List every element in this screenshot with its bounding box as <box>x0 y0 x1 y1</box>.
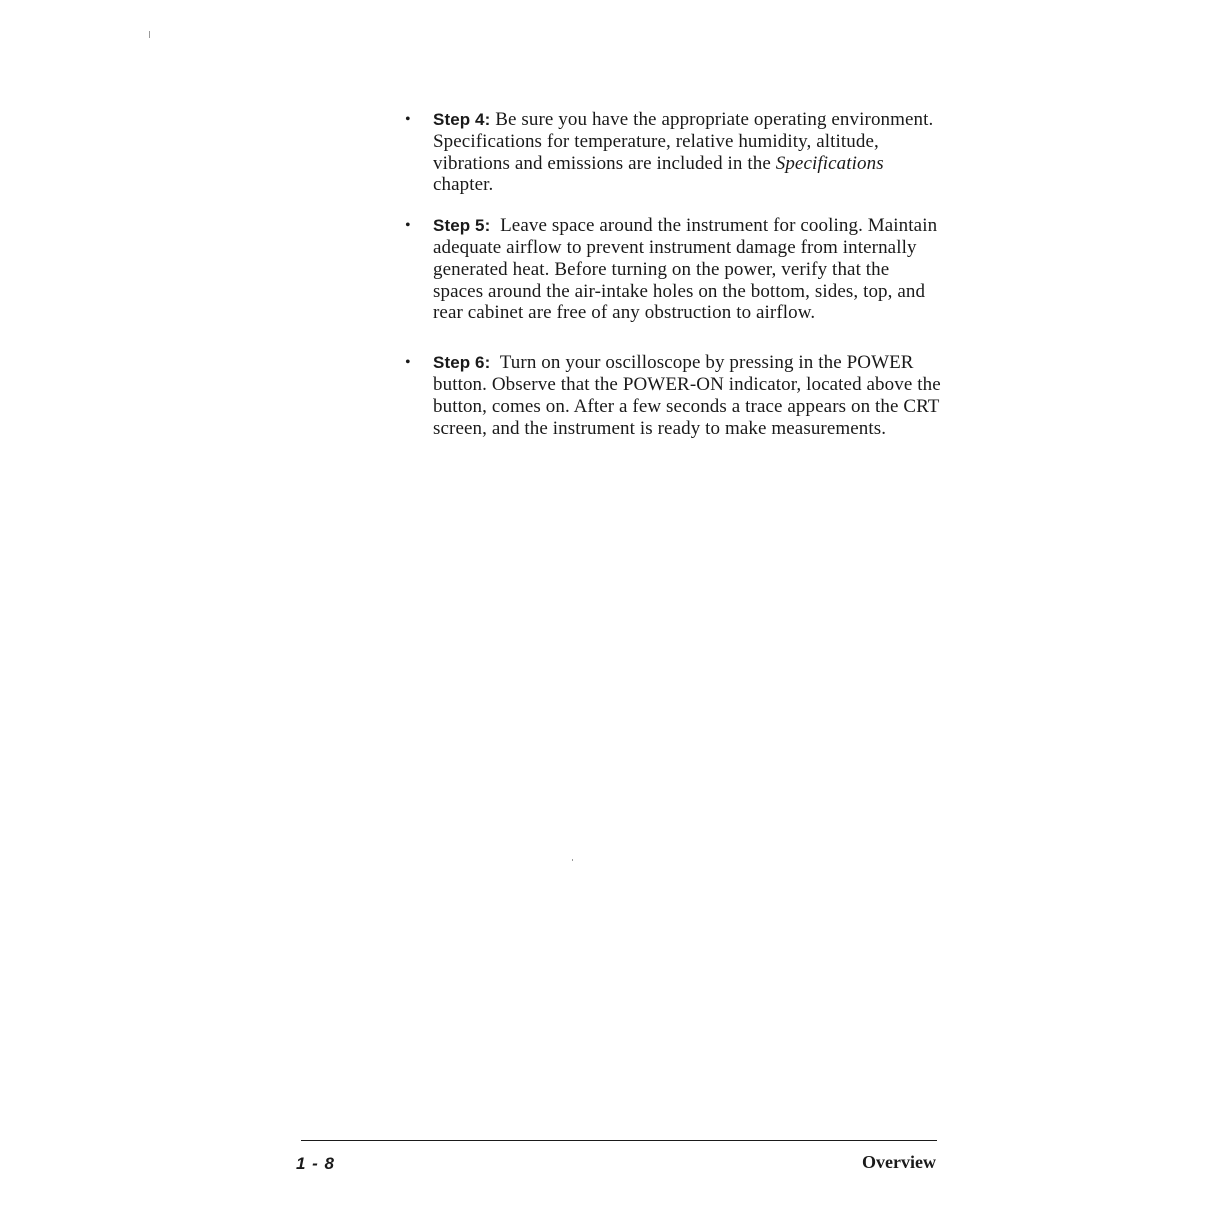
bullet-icon: • <box>405 354 411 372</box>
step-text: Turn on your oscilloscope by pressing in the POWER button. Observe that the POWER-ON indicator, located above the button, comes on. After a few seconds a trace appears on the CRT screen, and the instrument is ready to make measurements. <box>433 352 941 439</box>
chapter-title: Overview <box>862 1152 936 1172</box>
bullet-icon: • <box>405 111 411 128</box>
step-text: Leave space around the instrument for cooling. Maintain adequate airflow to prevent instrument damage from internally generated heat. Before turning on the power, verify that the spaces around the air-intake holes on the bottom, sides, top, and rear cabinet are free of any obstruction to airflow. <box>433 215 938 324</box>
step-item-4 <box>402 109 942 196</box>
step-text-emphasis: Specifications <box>775 152 884 174</box>
step-item-6 <box>402 352 942 439</box>
setup-steps-list <box>402 109 942 439</box>
step-text-end: chapter. <box>433 174 494 196</box>
step-text: Be sure you have the appropriate operating environment. Specifications for temperature, relative humidity, altitude, vibrations and emissions are included in the <box>433 109 934 174</box>
scan-speck <box>572 859 573 861</box>
step-item-5 <box>402 215 942 324</box>
bullet-icon: • <box>405 217 411 235</box>
step-label: Step 6: <box>433 353 491 373</box>
step-label: Step 4: <box>433 110 491 129</box>
scan-speck <box>149 31 150 38</box>
step-label: Step 5: <box>433 216 491 236</box>
footer-rule <box>301 1140 937 1141</box>
page-number: 1 - 8 <box>296 1154 336 1173</box>
